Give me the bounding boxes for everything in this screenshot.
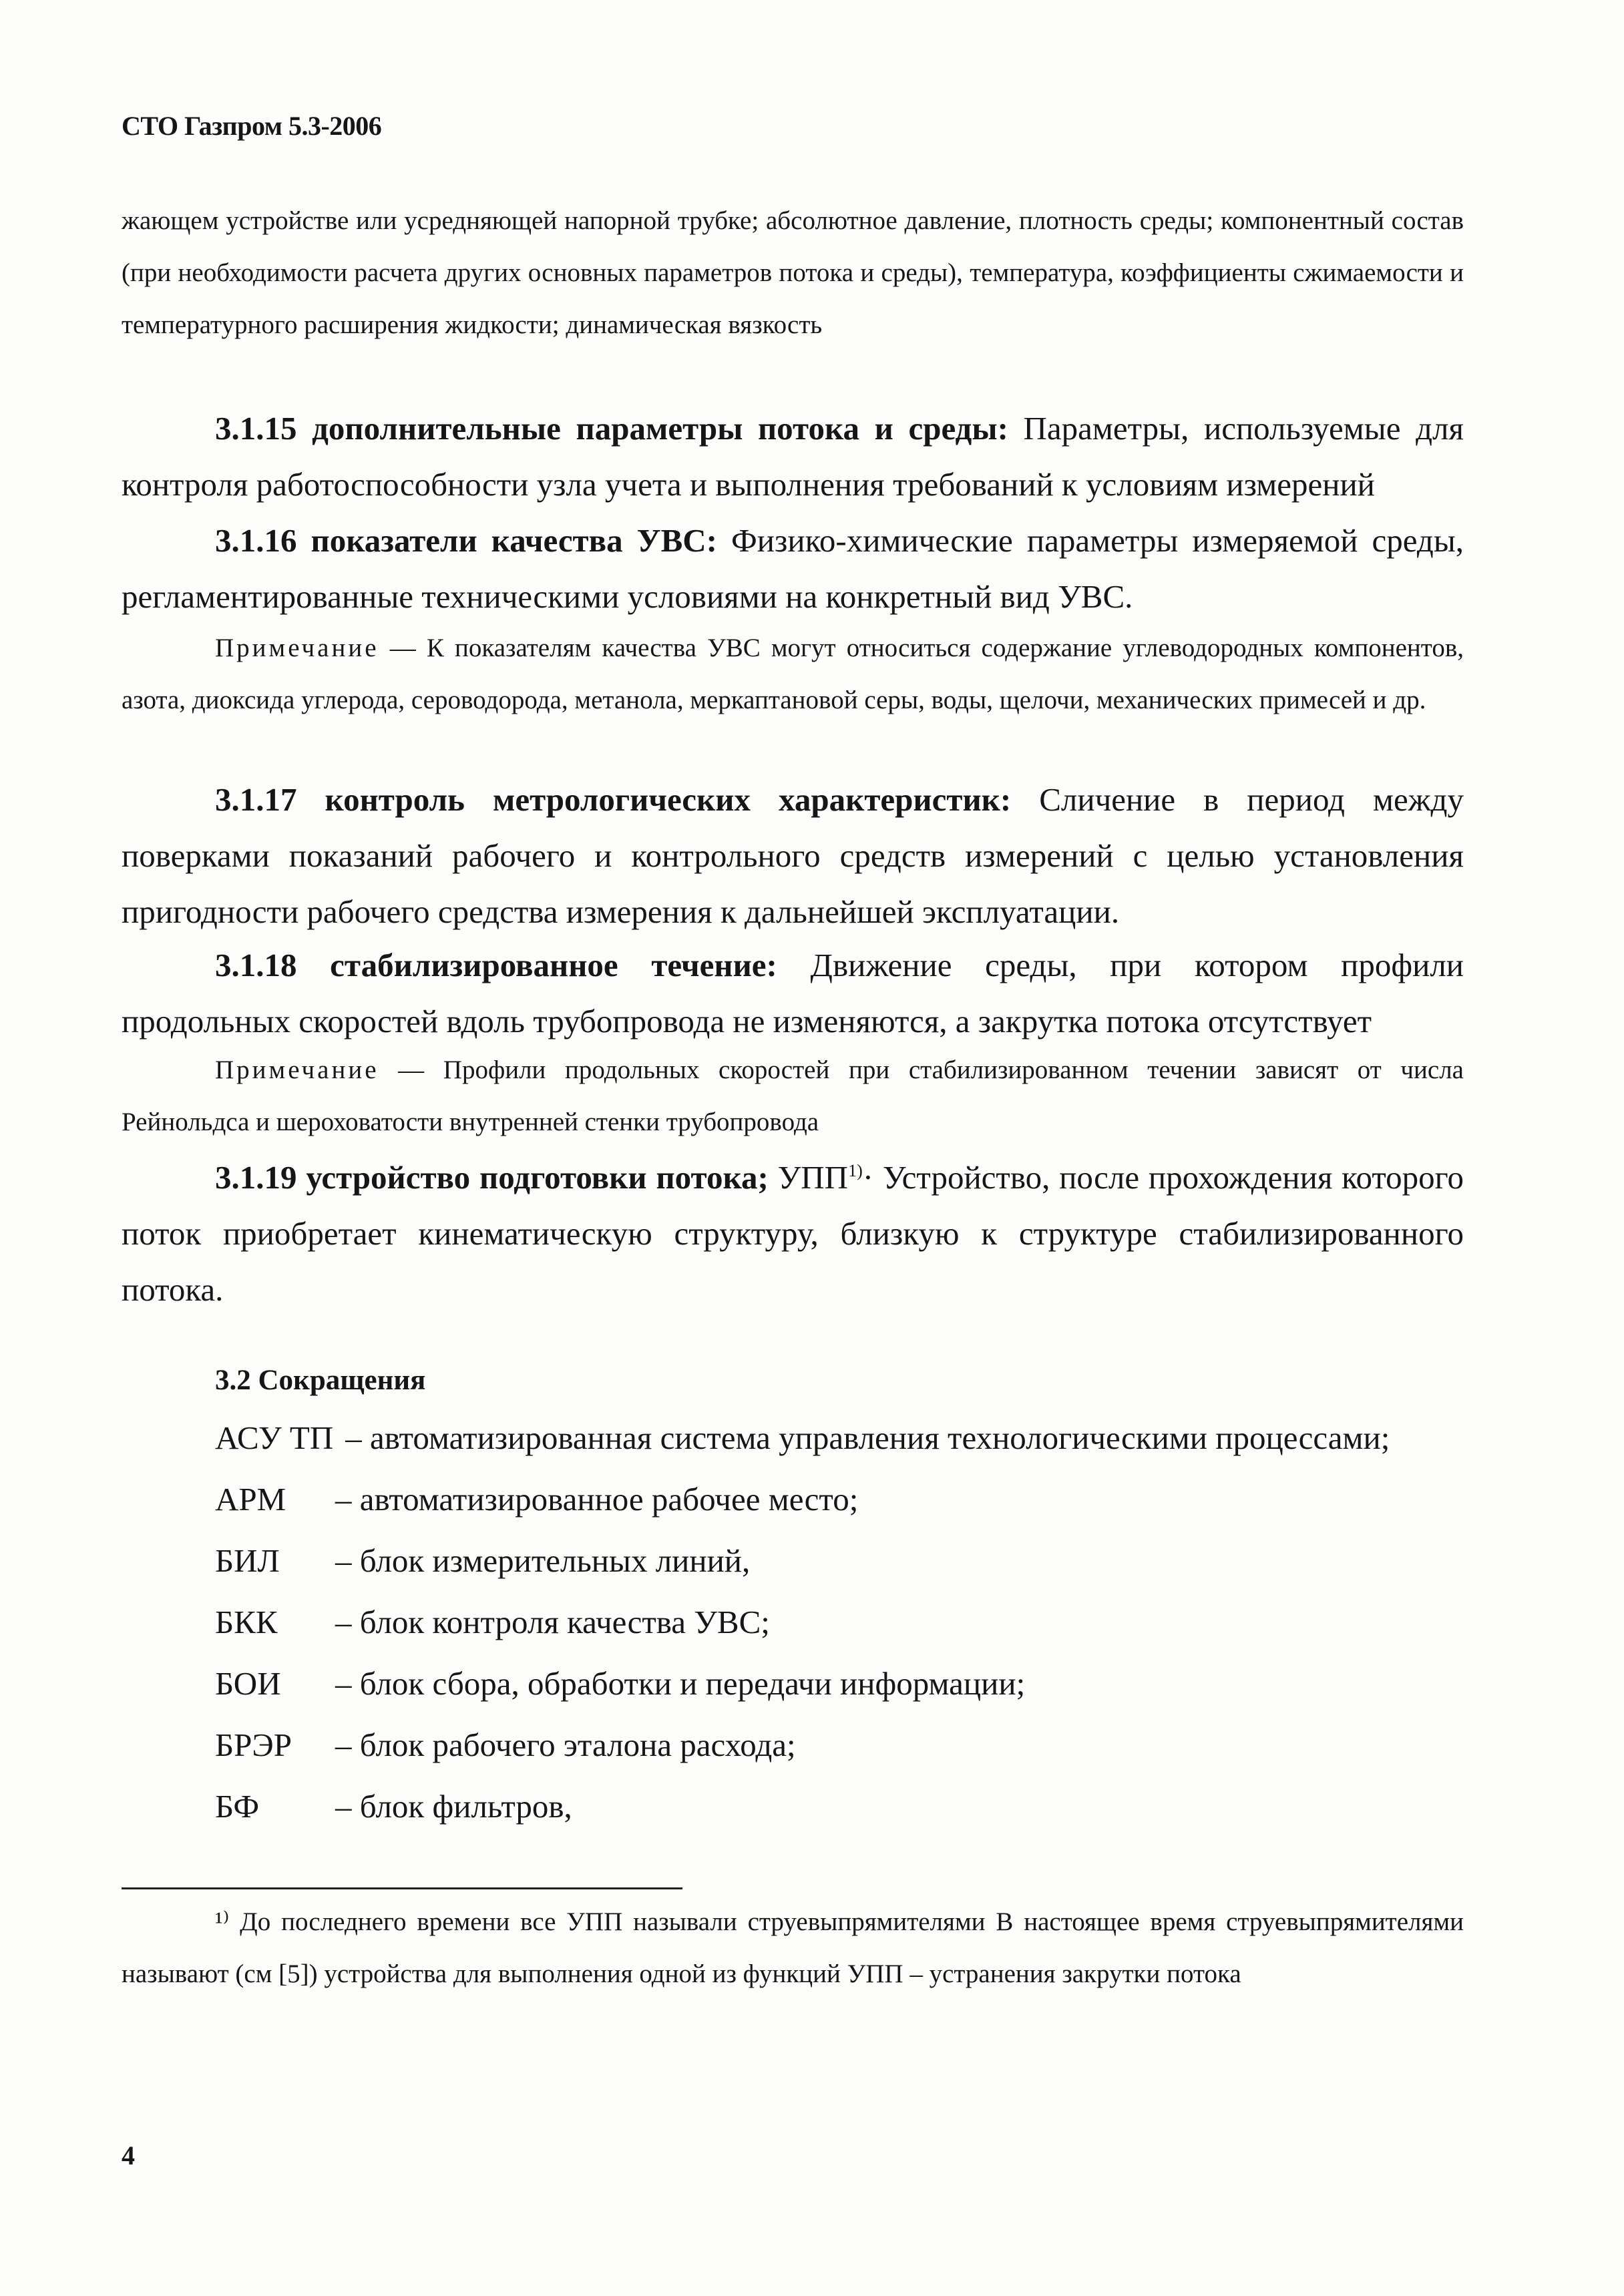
abbreviation-code: БОИ [215, 1665, 281, 1702]
abbreviation-row [215, 1592, 1464, 1653]
definition-text-3-1-19: · Устройство, после прохождения которого поток приобретает кинематическую структуру, близкую к структуре стабилизированного потока. [122, 1159, 1464, 1308]
definition-text-3-1-18: Движение среды, при котором профили продольных скоростей вдоль трубопровода не изменяются, а закрутка потока отсутствует [122, 947, 1464, 1040]
abbreviation-row [215, 1653, 1464, 1714]
definition-3-1-18 [122, 937, 1464, 1050]
definition-3-1-19 [122, 1143, 1464, 1318]
abbreviation-definition: – автоматизированное рабочее место; [335, 1481, 859, 1518]
abbreviation-definition: – блок контроля качества УВС; [335, 1604, 770, 1640]
note-text: — К показателям качества УВС могут относиться содержание углеводородных компонентов, азота, диоксида углерода, сероводорода, метанола, меркаптановой серы, воды, щелочи, механических примесей и др. [122, 634, 1464, 714]
note-label: Примечание [215, 634, 379, 662]
abbreviation-definition: – блок фильтров, [335, 1788, 572, 1825]
term-3-1-18: 3.1.18 стабилизированное течение: [215, 947, 777, 983]
abbreviation-row [215, 1714, 1464, 1776]
note-label: Примечание [215, 1056, 379, 1084]
abbreviation-code: АСУ ТП [215, 1419, 334, 1456]
note-3-1-16 [122, 622, 1464, 726]
abbreviation-code: БКК [215, 1604, 278, 1640]
term-3-1-16: 3.1.16 показатели качества УВС: [215, 522, 717, 559]
footnote-marker: ¹⁾ [215, 1907, 230, 1936]
footnote-separator [122, 1887, 682, 1889]
abbreviation-definition: – блок измерительных линий, [335, 1542, 751, 1579]
term-3-1-17: 3.1.17 контроль метрологических характеристик: [215, 781, 1012, 818]
footnote-text: До последнего времени все УПП называли струевыпрямителями В настоящее время струевыпрямителями называют (см [5]) устройства для выполнения одной из функций УПП – устранения закрутки потока [122, 1907, 1464, 1988]
abbr-upp: УПП [768, 1159, 849, 1196]
abbreviation-list [215, 1407, 1464, 1837]
abbreviation-row [215, 1530, 1464, 1592]
term-3-1-19: 3.1.19 устройство подготовки потока; [215, 1159, 769, 1196]
definition-text-3-1-15: Параметры, используемые для контроля работоспособности узла учета и выполнения требований к условиям измерений [122, 410, 1464, 503]
definition-3-1-16 [122, 513, 1464, 625]
abbreviation-definition: – блок рабочего эталона расхода; [335, 1727, 796, 1763]
section-title: 3.2 Сокращения [215, 1365, 426, 1396]
abbreviation-definition: – блок сбора, обработки и передачи информации; [335, 1665, 1026, 1702]
document-header: СТО Газпром 5.3-2006 [122, 111, 382, 141]
abbreviation-row [215, 1776, 1464, 1837]
abbreviation-row [215, 1469, 1464, 1530]
abbreviation-code: АРМ [215, 1481, 286, 1518]
abbreviation-code: БРЭР [215, 1727, 292, 1763]
note-3-1-18 [122, 1044, 1464, 1148]
abbreviation-row [215, 1407, 1464, 1469]
abbreviation-code: БФ [215, 1788, 260, 1825]
page-number: 4 [122, 2140, 135, 2170]
footnote-ref: 1) [848, 1161, 863, 1180]
definition-text-3-1-17: Сличение в период между поверками показаний рабочего и контрольного средств измерений с целью установления пригодности рабочего средства измерения к дальнейшей эксплуатации. [122, 781, 1464, 930]
continued-paragraph [122, 195, 1464, 351]
note-text: — Профили продольных скоростей при стабилизированном течении зависят от числа Рейнольдса и шероховатости внутренней стенки трубопровода [122, 1056, 1464, 1136]
term-3-1-15: 3.1.15 дополнительные параметры потока и среды: [215, 410, 1008, 447]
abbreviation-definition: – автоматизированная система управления технологическими процессами; [345, 1419, 1390, 1456]
abbreviation-code: БИЛ [215, 1542, 280, 1579]
definition-text-3-1-16: Физико-химические параметры измеряемой среды, регламентированные техническими условиями на конкретный вид УВС. [122, 522, 1464, 615]
continued-text: жающем устройстве или усредняющей напорной трубке; абсолютное давление, плотность среды; компонентный состав (при необходимости расчета других основных параметров потока и среды), температура, коэффициенты сжимаемости и температурного расширения жидкости; динамическая вязкость [122, 206, 1464, 339]
definition-3-1-15 [122, 401, 1464, 513]
footnote [122, 1896, 1464, 2000]
definition-3-1-17 [122, 772, 1464, 940]
